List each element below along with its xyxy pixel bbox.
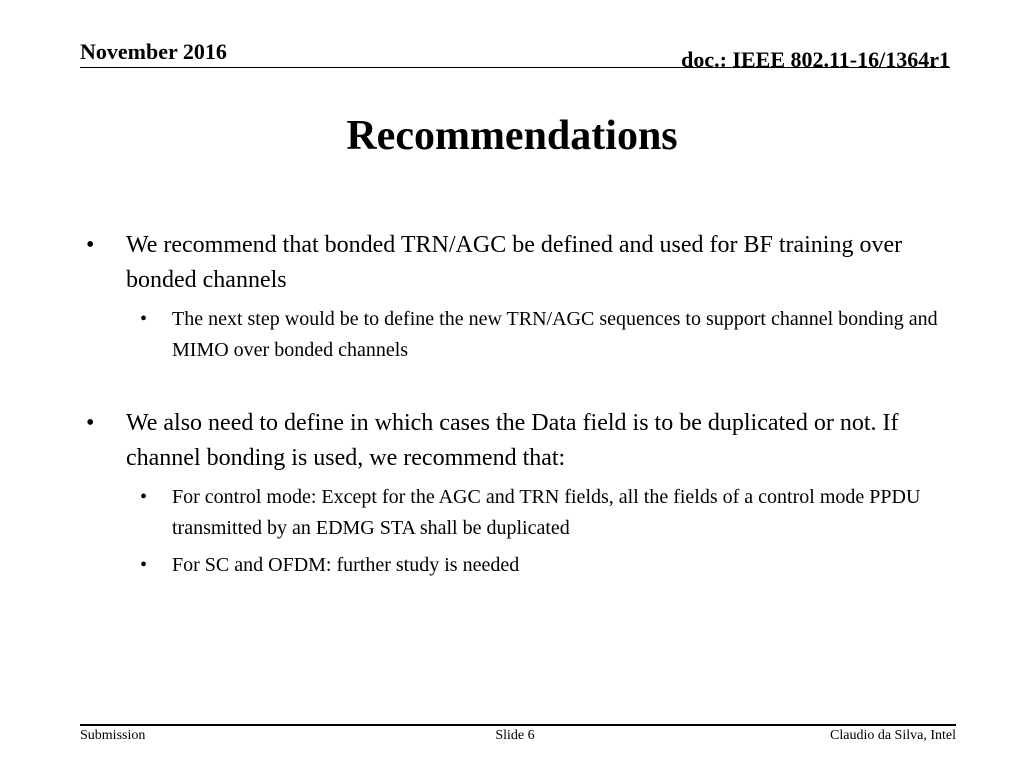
sub-bullet-text: For control mode: Except for the AGC and TRN fields, all the fields of a control mode PPDU transmitted by an EDMG STA shall be duplicated [172,486,921,539]
sub-bullet-dot: • [140,308,148,330]
footer-author: Claudio da Silva, Intel [830,728,956,743]
slide-content [86,228,956,581]
sub-bullet-item [86,550,956,581]
bullet-item [86,228,956,298]
slide-title: Recommendations [346,113,678,159]
sub-bullet-item [86,304,956,366]
header-doc-id: doc.: IEEE 802.11-16/1364r1 [681,47,950,72]
footer-submission: Submission [80,728,146,743]
bullet-dot: • [86,232,95,258]
sub-bullet-text: For SC and OFDM: further study is needed [172,554,520,576]
sub-bullet-item [86,482,956,544]
footer-divider [80,724,956,726]
header-divider [80,67,950,68]
bullet-spacer [86,366,956,406]
header-date: November 2016 [80,39,227,64]
footer-slide-number: Slide 6 [495,728,535,743]
bullet-item [86,406,956,476]
bullet-text: We also need to define in which cases the Data field is to be duplicated or not. If channel bonding is used, we recommend that: [126,410,899,471]
bullet-text: We recommend that bonded TRN/AGC be defined and used for BF training over bonded channels [126,232,903,293]
sub-bullet-dot: • [140,486,148,508]
sub-bullet-text: The next step would be to define the new TRN/AGC sequences to support channel bonding and MIMO over bonded channels [172,308,938,361]
sub-bullet-dot: • [140,554,148,576]
bullet-dot: • [86,410,95,436]
